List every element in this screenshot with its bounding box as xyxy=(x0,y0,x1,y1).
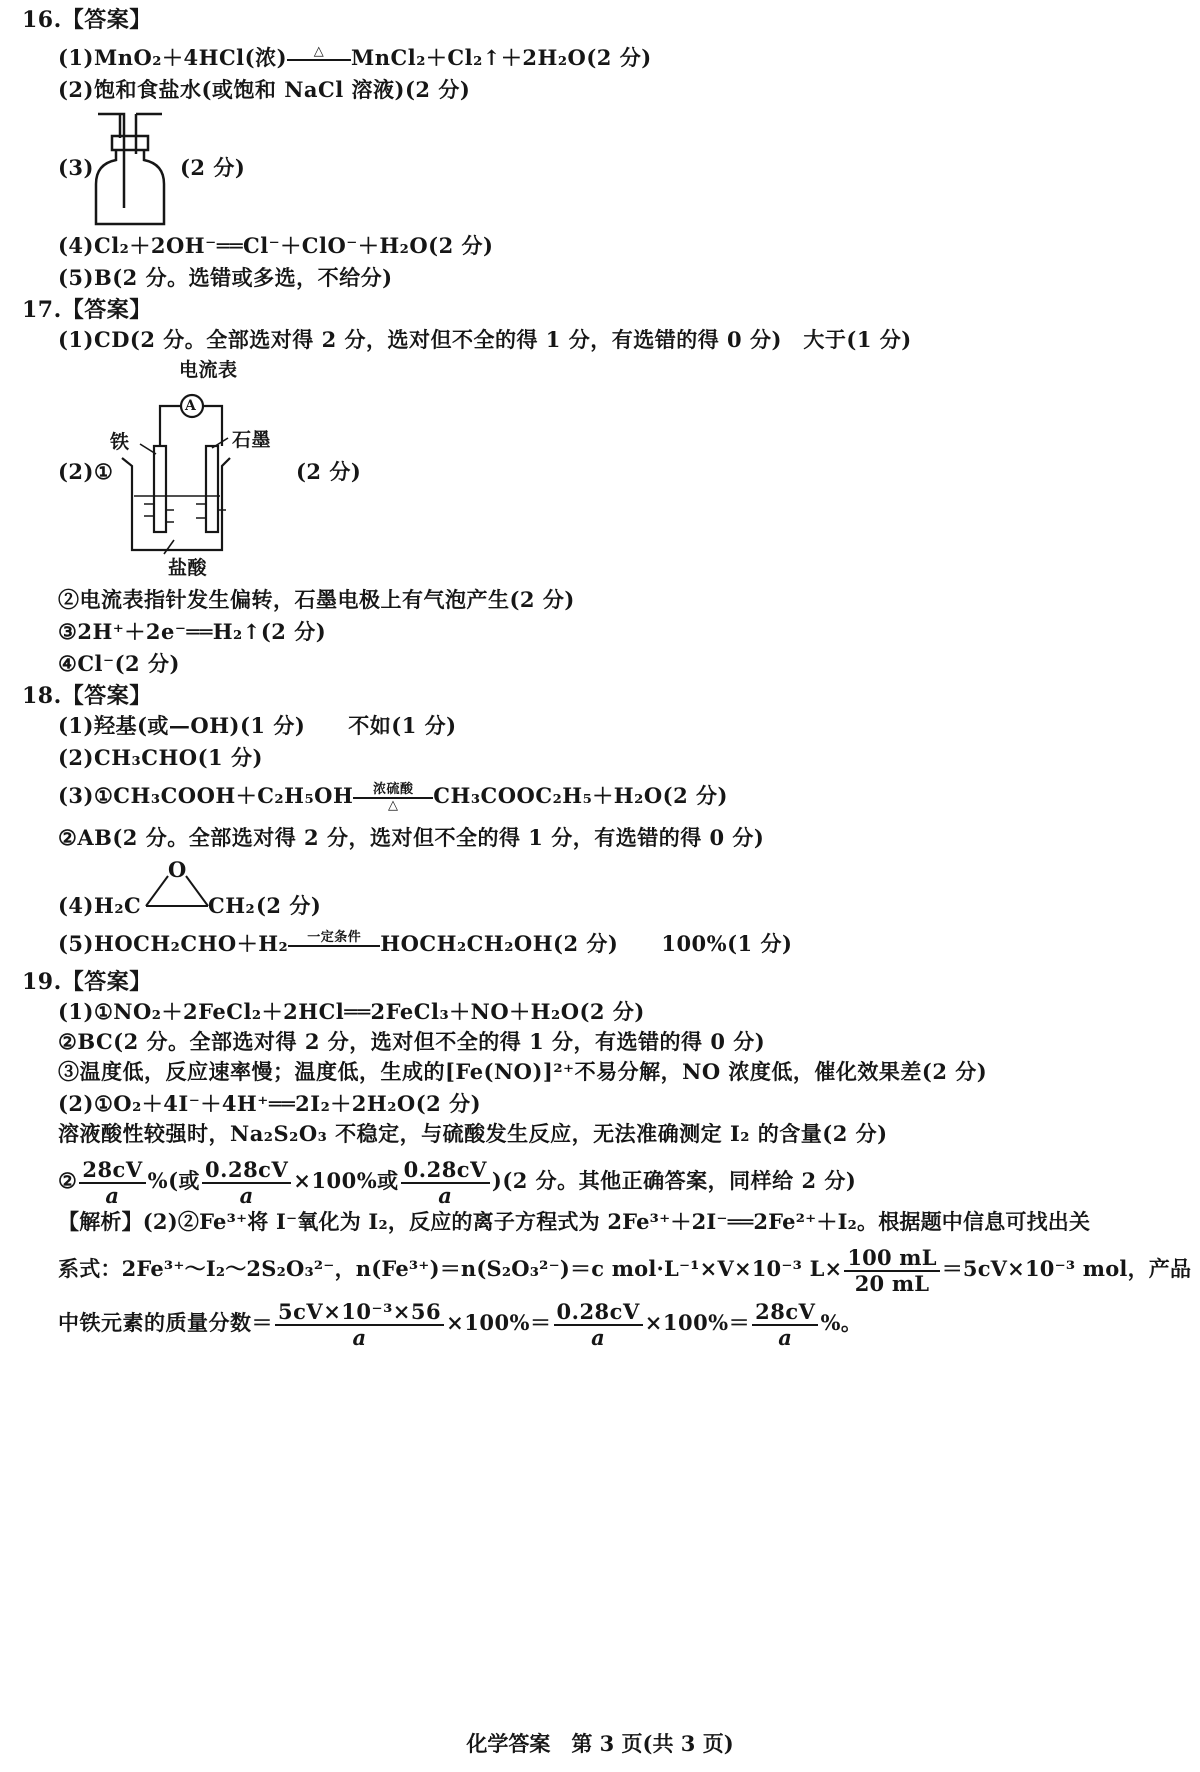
q18-line6 xyxy=(58,930,792,961)
hydrochloric-acid-label: 盐酸 xyxy=(168,557,208,579)
page-footer: 化学答案 第 3 页(共 3 页) xyxy=(466,1731,734,1756)
q19-line2: ②BC(2 分。全部选对得 2 分，选对但不全的得 1 分，有选错的得 0 分) xyxy=(58,1029,766,1054)
fraction-denominator: a xyxy=(591,1324,606,1350)
q18-line3 xyxy=(58,782,728,813)
analysis-line3-tail: %。 xyxy=(820,1310,863,1335)
q19-line3: ③温度低，反应速率慢；温度低，生成的[Fe(NO)]²⁺不易分解，NO 浓度低，催化效果差(2 分) xyxy=(58,1059,988,1084)
fraction-numerator: 0.28cV xyxy=(401,1158,490,1184)
fraction-denominator: a xyxy=(778,1324,793,1350)
analysis-line3 xyxy=(58,1298,862,1350)
left-ch2-group: H₂C xyxy=(94,893,142,918)
ammeter-label: 电流表 xyxy=(179,359,238,381)
q16-line1-tail: MnCl₂＋Cl₂↑＋2H₂O(2 分) xyxy=(351,45,652,70)
q17-line4: ③2H⁺＋2e⁻══H₂↑(2 分) xyxy=(58,619,327,644)
heat-symbol: △ xyxy=(388,797,399,813)
q16-header: 16.【答案】 xyxy=(22,7,152,33)
fraction-denominator: a xyxy=(352,1324,367,1350)
q16-line3-label: (3) xyxy=(58,155,94,180)
q18-line1: (1)羟基(或—OH)(1 分) 不如(1 分) xyxy=(58,713,457,738)
fraction-numerator: 0.28cV xyxy=(554,1300,643,1326)
fraction-denominator: a xyxy=(239,1182,254,1208)
q17-line3: ②电流表指针发生偏转，石墨电极上有气泡产生(2 分) xyxy=(58,587,575,612)
q18-line3-tail: CH₃COOC₂H₅＋H₂O(2 分) xyxy=(433,783,728,808)
fraction-numerator: 100 mL xyxy=(844,1246,939,1272)
q17-line2-label: (2)① xyxy=(58,459,114,484)
q19-line6 xyxy=(58,1156,856,1208)
fraction-28cV-over-a xyxy=(79,1158,145,1208)
analysis-line2-head: 系式：2Fe³⁺～I₂～2S₂O₃²⁻，n(Fe³⁺)＝n(S₂O₃²⁻)＝c mol·L⁻¹×V×10⁻³ L× xyxy=(58,1256,843,1281)
q19-line6-tail: )(2 分。其他正确答案，同样给 2 分) xyxy=(491,1168,857,1193)
condition-label: 一定条件 xyxy=(307,929,362,945)
esterification-arrow xyxy=(353,783,433,813)
fraction-0.28cV-over-a-alt xyxy=(401,1158,490,1208)
q18-line4: ②AB(2 分。全部选对得 2 分，选对但不全的得 1 分，有选错的得 0 分) xyxy=(58,825,765,850)
q17-header: 17.【答案】 xyxy=(22,297,152,323)
catalyst-label: 浓硫酸 xyxy=(373,781,414,797)
ethylene-oxide-structure xyxy=(94,856,256,926)
q17-line2-score: (2 分) xyxy=(296,459,362,484)
analysis-line2 xyxy=(58,1244,1191,1296)
analysis-line2-tail: ＝5cV×10⁻³ mol，产品 xyxy=(941,1256,1192,1281)
q19-line1: (1)①NO₂＋2FeCl₂＋2HCl══2FeCl₃＋NO＋H₂O(2 分) xyxy=(58,999,645,1024)
q17-line1: (1)CD(2 分。全部选对得 2 分，选对但不全的得 1 分，有选错的得 0 分) 大于(1 分) xyxy=(58,327,912,352)
analysis-line3-mid1: ×100%＝ xyxy=(446,1310,552,1335)
q19-header: 19.【答案】 xyxy=(22,969,152,995)
ammeter-icon: A xyxy=(185,398,197,414)
fraction-denominator: a xyxy=(438,1182,453,1208)
mass-fraction-step1 xyxy=(275,1300,444,1350)
q19-line5: 溶液酸性较强时，Na₂S₂O₃ 不稳定，与硫酸发生反应，无法准确测定 I₂ 的含量(2 分) xyxy=(58,1121,888,1146)
condition-arrow xyxy=(288,931,380,961)
q18-line6-head: (5)HOCH₂CHO＋H₂ xyxy=(58,931,289,956)
analysis-line1: 【解析】(2)②Fe³⁺将 I⁻氧化为 I₂，反应的离子方程式为 2Fe³⁺＋2I⁻══2Fe²⁺＋I₂。根据题中信息可找出关 xyxy=(58,1209,1091,1234)
q19-line6-mid2: ×100%或 xyxy=(293,1168,399,1193)
q19-line6-mid1: %(或 xyxy=(147,1168,201,1193)
q16-line4: (4)Cl₂＋2OH⁻══Cl⁻＋ClO⁻＋H₂O(2 分) xyxy=(58,233,494,258)
q16-line1-head: (1)MnO₂＋4HCl(浓) xyxy=(58,45,288,70)
q16-line1 xyxy=(58,44,652,75)
fraction-numerator: 28cV xyxy=(79,1158,145,1184)
q19-line6-marker: ② xyxy=(58,1168,78,1193)
volume-ratio-fraction xyxy=(844,1246,939,1296)
analysis-line3-head: 中铁元素的质量分数＝ xyxy=(58,1310,273,1335)
iron-electrode-label: 铁 xyxy=(110,431,130,453)
galvanic-cell-figure xyxy=(100,354,290,590)
fraction-numerator: 0.28cV xyxy=(202,1158,291,1184)
fraction-numerator: 28cV xyxy=(752,1300,818,1326)
q16-line2: (2)饱和食盐水(或饱和 NaCl 溶液)(2 分) xyxy=(58,77,471,102)
graphite-electrode-label: 石墨 xyxy=(232,429,272,451)
q18-line2: (2)CH₃CHO(1 分) xyxy=(58,745,263,770)
q18-line5-score: (2 分) xyxy=(256,893,322,918)
fraction-0.28cV-over-a xyxy=(202,1158,291,1208)
q19-line4: (2)①O₂＋4I⁻＋4H⁺══2I₂＋2H₂O(2 分) xyxy=(58,1091,482,1116)
q18-header: 18.【答案】 xyxy=(22,683,152,709)
heat-symbol: △ xyxy=(313,43,325,59)
q18-line6-tail: HOCH₂CH₂OH(2 分) 100%(1 分) xyxy=(380,931,793,956)
q18-line5-label: (4) xyxy=(58,893,94,918)
q17-line5: ④Cl⁻(2 分) xyxy=(58,651,180,676)
gas-bottle-figure xyxy=(90,108,170,234)
oxygen-atom: O xyxy=(168,857,187,882)
mass-fraction-step2 xyxy=(554,1300,643,1350)
fraction-denominator: a xyxy=(105,1182,120,1208)
fraction-numerator: 5cV×10⁻³×56 xyxy=(275,1300,444,1326)
fraction-denominator: 20 mL xyxy=(854,1270,930,1296)
analysis-line3-mid2: ×100%＝ xyxy=(644,1310,751,1335)
right-ch2-group: CH₂ xyxy=(208,893,256,918)
q18-line3-head: (3)①CH₃COOH＋C₂H₅OH xyxy=(58,783,354,808)
mass-fraction-step3 xyxy=(752,1300,818,1350)
q16-line5: (5)B(2 分。选错或多选，不给分) xyxy=(58,265,393,290)
q16-line3-score: (2 分) xyxy=(180,155,246,180)
heat-arrow xyxy=(287,45,351,75)
